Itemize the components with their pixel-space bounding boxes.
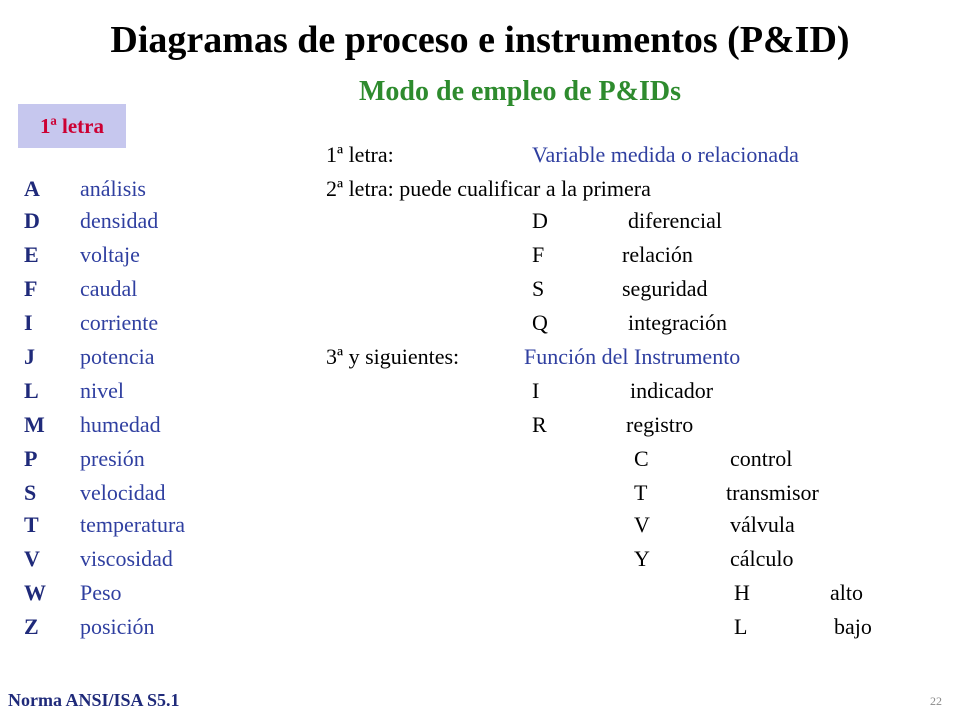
modifier-code: D: [532, 208, 548, 233]
function-meaning: registro: [626, 412, 694, 437]
letter-code: Z: [24, 614, 39, 639]
letter-meaning: densidad: [80, 208, 159, 233]
function-code: V: [634, 512, 650, 537]
letter-code: E: [24, 242, 39, 267]
second-letter-label: 2ª letra: puede cualificar a la primera: [326, 176, 651, 201]
function-meaning: control: [730, 446, 793, 471]
function-code: L: [734, 614, 748, 639]
function-code: H: [734, 580, 750, 605]
letter-meaning: velocidad: [80, 480, 166, 505]
first-letter-description: Variable medida o relacionada: [532, 142, 799, 167]
function-meaning: alto: [830, 580, 863, 605]
standard-reference: Norma ANSI/ISA S5.1: [8, 690, 180, 710]
modifier-meaning: integración: [628, 310, 727, 335]
letter-code: T: [24, 512, 39, 537]
modifier-code: S: [532, 276, 545, 301]
function-meaning: cálculo: [730, 546, 794, 571]
first-letter-badge: 1ª letra: [18, 104, 126, 148]
function-code: C: [634, 446, 649, 471]
modifier-code: Q: [532, 310, 548, 335]
function-meaning: transmisor: [726, 480, 819, 505]
function-meaning: indicador: [630, 378, 714, 403]
page-number: 22: [930, 694, 942, 708]
letter-code: M: [24, 412, 45, 437]
third-letter-label: 3ª y siguientes:: [326, 344, 460, 369]
letter-meaning: presión: [80, 446, 145, 471]
slide-title: Diagramas de proceso e instrumentos (P&ID): [110, 19, 850, 61]
letter-meaning: nivel: [80, 378, 124, 403]
letter-meaning: corriente: [80, 310, 159, 335]
modifier-meaning: relación: [622, 242, 693, 267]
letter-code: A: [24, 176, 40, 201]
function-meaning: bajo: [834, 614, 872, 639]
letter-code: W: [24, 580, 46, 605]
first-letter-label: 1ª letra:: [326, 142, 394, 167]
letter-meaning: análisis: [80, 176, 146, 201]
letter-meaning: potencia: [80, 344, 155, 369]
third-letter-description: Función del Instrumento: [524, 344, 741, 369]
letter-code: F: [24, 276, 38, 301]
letter-meaning: voltaje: [80, 242, 140, 267]
function-meaning: válvula: [730, 512, 795, 537]
letter-code: I: [24, 310, 33, 335]
letter-meaning: temperatura: [80, 512, 186, 537]
letter-meaning: viscosidad: [80, 546, 173, 571]
modifier-code: F: [532, 242, 545, 267]
letter-meaning: humedad: [80, 412, 161, 437]
letter-code: V: [24, 546, 40, 571]
function-code: R: [532, 412, 547, 437]
slide-subtitle: Modo de empleo de P&IDs: [359, 76, 681, 107]
letter-meaning: Peso: [80, 580, 122, 605]
letter-meaning: caudal: [80, 276, 138, 301]
modifier-meaning: seguridad: [622, 276, 708, 301]
letter-meaning: posición: [80, 614, 155, 639]
letter-code: J: [24, 344, 35, 369]
letter-code: L: [24, 378, 39, 403]
modifier-meaning: diferencial: [628, 208, 723, 233]
letter-code: D: [24, 208, 40, 233]
letter-code: S: [24, 480, 37, 505]
letter-code: P: [24, 446, 38, 471]
function-code: T: [634, 480, 648, 505]
function-code: Y: [634, 546, 650, 571]
function-code: I: [532, 378, 540, 403]
